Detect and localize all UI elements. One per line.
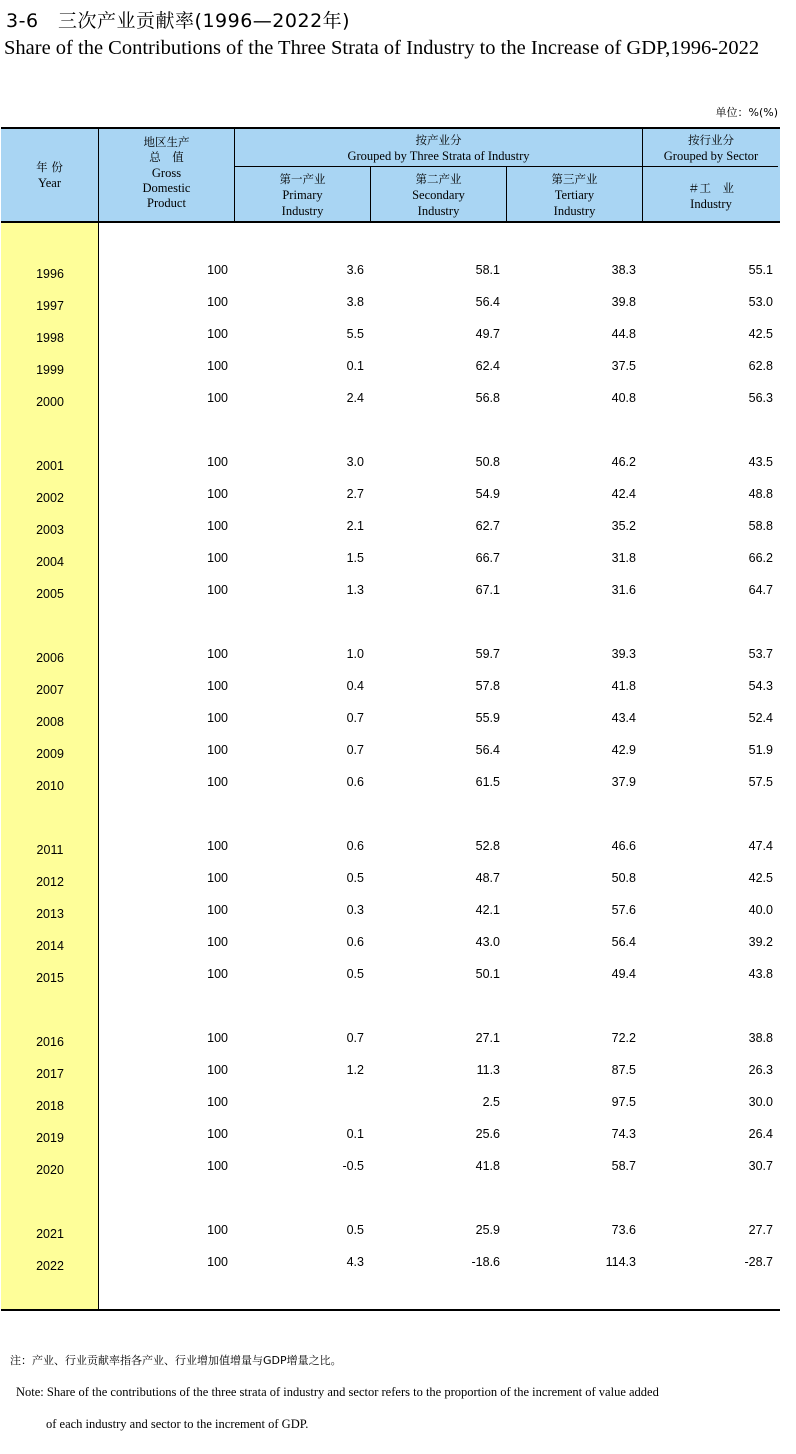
header-subdivider (234, 166, 778, 167)
table-row (0, 775, 796, 795)
cell-industry: 48.8 (748, 487, 773, 501)
cell-secondary: 62.4 (475, 359, 500, 373)
cell-secondary: 56.4 (475, 295, 500, 309)
header-secondary-en1: Secondary (412, 188, 465, 202)
cell-year: 2021 (36, 1227, 64, 1241)
header-tertiary-cn: 第三产业 (551, 172, 598, 186)
note-english-line2: of each industry and sector to the increment of GDP. (46, 1417, 309, 1431)
cell-secondary: 50.8 (475, 455, 500, 469)
cell-gdp: 100 (207, 679, 228, 693)
cell-gdp: 100 (207, 711, 228, 725)
cell-tertiary: 37.9 (611, 775, 636, 789)
table-row (0, 903, 796, 923)
table-row (0, 935, 796, 955)
cell-year: 2013 (36, 907, 64, 921)
header-strata-en: Grouped by Three Strata of Industry (347, 149, 530, 163)
cell-secondary: -18.6 (471, 1255, 500, 1269)
cell-secondary: 43.0 (475, 935, 500, 949)
cell-industry: 38.8 (748, 1031, 773, 1045)
cell-year: 2008 (36, 715, 64, 729)
cell-year: 2009 (36, 747, 64, 761)
cell-industry: 27.7 (748, 1223, 773, 1237)
cell-industry: 47.4 (748, 839, 773, 853)
cell-gdp: 100 (207, 871, 228, 885)
cell-industry: 43.8 (748, 967, 773, 981)
cell-primary: 0.4 (346, 679, 364, 693)
table-row (0, 1159, 796, 1179)
header-strata-group (235, 132, 642, 164)
cell-tertiary: 39.3 (611, 647, 636, 661)
header-gdp-en-line2: Domestic (142, 181, 191, 195)
header-industry-cn: ＃工 业 (688, 181, 734, 195)
cell-primary: 0.1 (346, 359, 364, 373)
header-year (1, 159, 98, 191)
cell-industry: 53.0 (748, 295, 773, 309)
cell-gdp: 100 (207, 583, 228, 597)
cell-primary: 1.0 (346, 647, 364, 661)
cell-primary: 0.7 (346, 711, 364, 725)
cell-gdp: 100 (207, 1223, 228, 1237)
cell-secondary: 58.1 (475, 263, 500, 277)
cell-tertiary: 35.2 (611, 519, 636, 533)
header-secondary-en2: Industry (417, 204, 460, 218)
cell-tertiary: 58.7 (611, 1159, 636, 1173)
table-row (0, 327, 796, 347)
header-tertiary-en2: Industry (553, 204, 596, 218)
cell-gdp: 100 (207, 327, 228, 341)
table-row (0, 519, 796, 539)
cell-industry: 55.1 (748, 263, 773, 277)
cell-year: 2016 (36, 1035, 64, 1049)
cell-industry: 56.3 (748, 391, 773, 405)
table-row (0, 1223, 796, 1243)
cell-primary: 5.5 (346, 327, 364, 341)
cell-primary: 0.6 (346, 935, 364, 949)
table-row (0, 711, 796, 731)
table-row (0, 391, 796, 411)
table-row (0, 263, 796, 283)
header-gdp-cn-line2: 总 值 (149, 150, 184, 164)
cell-industry: 54.3 (748, 679, 773, 693)
cell-tertiary: 87.5 (611, 1063, 636, 1077)
cell-gdp: 100 (207, 743, 228, 757)
cell-year: 2001 (36, 459, 64, 473)
cell-tertiary: 72.2 (611, 1031, 636, 1045)
cell-industry: 39.2 (748, 935, 773, 949)
cell-industry: 57.5 (748, 775, 773, 789)
header-tertiary (507, 171, 642, 219)
table-row (0, 1255, 796, 1275)
cell-tertiary: 56.4 (611, 935, 636, 949)
cell-industry: 62.8 (748, 359, 773, 373)
cell-tertiary: 46.2 (611, 455, 636, 469)
cell-primary: 0.6 (346, 775, 364, 789)
cell-secondary: 41.8 (475, 1159, 500, 1173)
cell-primary: 0.1 (346, 1127, 364, 1141)
cell-gdp: 100 (207, 487, 228, 501)
header-primary-en2: Industry (281, 204, 324, 218)
cell-tertiary: 114.3 (605, 1255, 636, 1269)
cell-year: 2012 (36, 875, 64, 889)
cell-industry: 26.3 (748, 1063, 773, 1077)
cell-primary: 1.5 (346, 551, 364, 565)
cell-tertiary: 74.3 (611, 1127, 636, 1141)
cell-primary: 0.3 (346, 903, 364, 917)
cell-secondary: 2.5 (482, 1095, 500, 1109)
header-year-cn: 年 份 (36, 160, 63, 174)
cell-industry: 42.5 (748, 871, 773, 885)
page-title-english: Share of the Contributions of the Three Strata of Industry to the Increase of GDP,1996-2022 (4, 37, 760, 59)
cell-gdp: 100 (207, 1031, 228, 1045)
cell-primary: 2.1 (346, 519, 364, 533)
cell-primary: 3.0 (346, 455, 364, 469)
cell-secondary: 56.8 (475, 391, 500, 405)
cell-primary: 1.2 (346, 1063, 364, 1077)
table-row (0, 871, 796, 891)
cell-year: 2000 (36, 395, 64, 409)
cell-secondary: 55.9 (475, 711, 500, 725)
cell-primary: 3.6 (346, 263, 364, 277)
cell-year: 2007 (36, 683, 64, 697)
cell-industry: 64.7 (748, 583, 773, 597)
cell-primary: 2.4 (346, 391, 364, 405)
header-secondary-cn: 第二产业 (415, 172, 462, 186)
table-bottom-rule (1, 1309, 780, 1311)
cell-year: 2003 (36, 523, 64, 537)
cell-gdp: 100 (207, 263, 228, 277)
header-industry (643, 180, 779, 212)
cell-secondary: 11.3 (476, 1063, 500, 1077)
cell-gdp: 100 (207, 839, 228, 853)
cell-primary: 0.5 (346, 1223, 364, 1237)
cell-industry: 51.9 (748, 743, 773, 757)
header-gdp-en-line1: Gross (151, 166, 182, 180)
header-primary-cn: 第一产业 (279, 172, 326, 186)
header-primary (235, 171, 370, 219)
cell-industry: 26.4 (748, 1127, 773, 1141)
table-row (0, 455, 796, 475)
cell-year: 2002 (36, 491, 64, 505)
table-row (0, 359, 796, 379)
note-chinese: 注：产业、行业贡献率指各产业、行业增加值增量与GDP增量之比。 (10, 1354, 342, 1367)
cell-tertiary: 97.5 (611, 1095, 636, 1109)
cell-gdp: 100 (207, 1063, 228, 1077)
cell-secondary: 54.9 (475, 487, 500, 501)
table-row (0, 743, 796, 763)
cell-secondary: 48.7 (475, 871, 500, 885)
cell-tertiary: 39.8 (611, 295, 636, 309)
cell-industry: 58.8 (748, 519, 773, 533)
cell-primary: 0.5 (346, 967, 364, 981)
cell-year: 1998 (36, 331, 64, 345)
cell-industry: 40.0 (748, 903, 773, 917)
cell-tertiary: 50.8 (611, 871, 636, 885)
cell-year: 2015 (36, 971, 64, 985)
header-tertiary-en1: Tertiary (554, 188, 595, 202)
header-gdp (99, 135, 234, 211)
cell-secondary: 57.8 (475, 679, 500, 693)
cell-year: 2005 (36, 587, 64, 601)
cell-tertiary: 31.8 (611, 551, 636, 565)
cell-industry: 30.0 (748, 1095, 773, 1109)
cell-industry: -28.7 (744, 1255, 773, 1269)
cell-primary: 2.7 (346, 487, 364, 501)
cell-tertiary: 38.3 (611, 263, 636, 277)
note-english-line1: Note: Share of the contributions of the three strata of industry and sector refers to the proportion of the increment of value added (16, 1385, 659, 1399)
table-row (0, 839, 796, 859)
cell-gdp: 100 (207, 1255, 228, 1269)
cell-tertiary: 41.8 (611, 679, 636, 693)
cell-year: 2022 (36, 1259, 64, 1273)
table-row (0, 583, 796, 603)
cell-primary: 0.7 (346, 1031, 364, 1045)
cell-secondary: 25.9 (475, 1223, 500, 1237)
cell-secondary: 42.1 (475, 903, 500, 917)
cell-gdp: 100 (207, 1095, 228, 1109)
table-row (0, 647, 796, 667)
cell-primary: 0.5 (346, 871, 364, 885)
cell-tertiary: 43.4 (611, 711, 636, 725)
cell-industry: 43.5 (748, 455, 773, 469)
table-row (0, 1063, 796, 1083)
cell-secondary: 27.1 (475, 1031, 500, 1045)
cell-industry: 52.4 (748, 711, 773, 725)
table-row (0, 1031, 796, 1051)
table-row (0, 1095, 796, 1115)
header-strata-cn: 按产业分 (415, 133, 462, 147)
cell-secondary: 56.4 (475, 743, 500, 757)
cell-gdp: 100 (207, 519, 228, 533)
cell-industry: 53.7 (748, 647, 773, 661)
year-column-background (1, 223, 99, 1311)
cell-gdp: 100 (207, 1159, 228, 1173)
cell-year: 2018 (36, 1099, 64, 1113)
cell-industry: 66.2 (748, 551, 773, 565)
cell-secondary: 66.7 (475, 551, 500, 565)
cell-year: 2004 (36, 555, 64, 569)
cell-tertiary: 44.8 (611, 327, 636, 341)
cell-secondary: 62.7 (475, 519, 500, 533)
table-row (0, 551, 796, 571)
header-primary-en1: Primary (282, 188, 323, 202)
page-title-chinese: 3-6 三次产业贡献率(1996—2022年) (6, 10, 351, 32)
cell-secondary: 67.1 (475, 583, 500, 597)
cell-gdp: 100 (207, 647, 228, 661)
cell-gdp: 100 (207, 967, 228, 981)
unit-label: 单位：%(%) (715, 106, 778, 119)
cell-gdp: 100 (207, 455, 228, 469)
header-sector-group (643, 132, 779, 164)
header-sector-cn: 按行业分 (688, 133, 734, 147)
cell-gdp: 100 (207, 903, 228, 917)
cell-tertiary: 42.4 (611, 487, 636, 501)
table-row (0, 487, 796, 507)
header-gdp-en-line3: Product (147, 196, 186, 210)
table-header (1, 127, 780, 223)
cell-year: 2017 (36, 1067, 64, 1081)
cell-primary: 0.7 (346, 743, 364, 757)
cell-primary: 0.6 (346, 839, 364, 853)
cell-tertiary: 40.8 (611, 391, 636, 405)
table-row (0, 967, 796, 987)
cell-gdp: 100 (207, 935, 228, 949)
cell-year: 2010 (36, 779, 64, 793)
table-row (0, 679, 796, 699)
cell-gdp: 100 (207, 775, 228, 789)
table-row (0, 295, 796, 315)
cell-tertiary: 57.6 (611, 903, 636, 917)
cell-industry: 42.5 (748, 327, 773, 341)
cell-year: 1999 (36, 363, 64, 377)
cell-tertiary: 42.9 (611, 743, 636, 757)
cell-industry: 30.7 (748, 1159, 773, 1173)
cell-tertiary: 73.6 (611, 1223, 636, 1237)
cell-primary: -0.5 (342, 1159, 364, 1173)
cell-tertiary: 37.5 (611, 359, 636, 373)
header-year-en: Year (37, 176, 62, 190)
cell-year: 2006 (36, 651, 64, 665)
cell-year: 2011 (36, 843, 64, 857)
cell-gdp: 100 (207, 551, 228, 565)
cell-secondary: 25.6 (475, 1127, 500, 1141)
cell-primary: 3.8 (346, 295, 364, 309)
cell-gdp: 100 (207, 359, 228, 373)
table-row (0, 1127, 796, 1147)
cell-gdp: 100 (207, 295, 228, 309)
header-industry-en: Industry (690, 197, 732, 211)
cell-secondary: 52.8 (475, 839, 500, 853)
cell-year: 2019 (36, 1131, 64, 1145)
cell-year: 1997 (36, 299, 64, 313)
cell-primary: 4.3 (346, 1255, 364, 1269)
cell-year: 2020 (36, 1163, 64, 1177)
cell-tertiary: 46.6 (611, 839, 636, 853)
cell-gdp: 100 (207, 1127, 228, 1141)
cell-secondary: 61.5 (475, 775, 500, 789)
header-gdp-cn-line1: 地区生产 (143, 135, 190, 149)
cell-tertiary: 49.4 (611, 967, 636, 981)
cell-primary: 1.3 (346, 583, 364, 597)
cell-year: 1996 (36, 267, 64, 281)
cell-gdp: 100 (207, 391, 228, 405)
cell-secondary: 49.7 (475, 327, 500, 341)
cell-year: 2014 (36, 939, 64, 953)
cell-tertiary: 31.6 (611, 583, 636, 597)
cell-secondary: 50.1 (475, 967, 500, 981)
header-sector-en: Grouped by Sector (663, 149, 759, 163)
header-secondary (371, 171, 506, 219)
cell-secondary: 59.7 (475, 647, 500, 661)
